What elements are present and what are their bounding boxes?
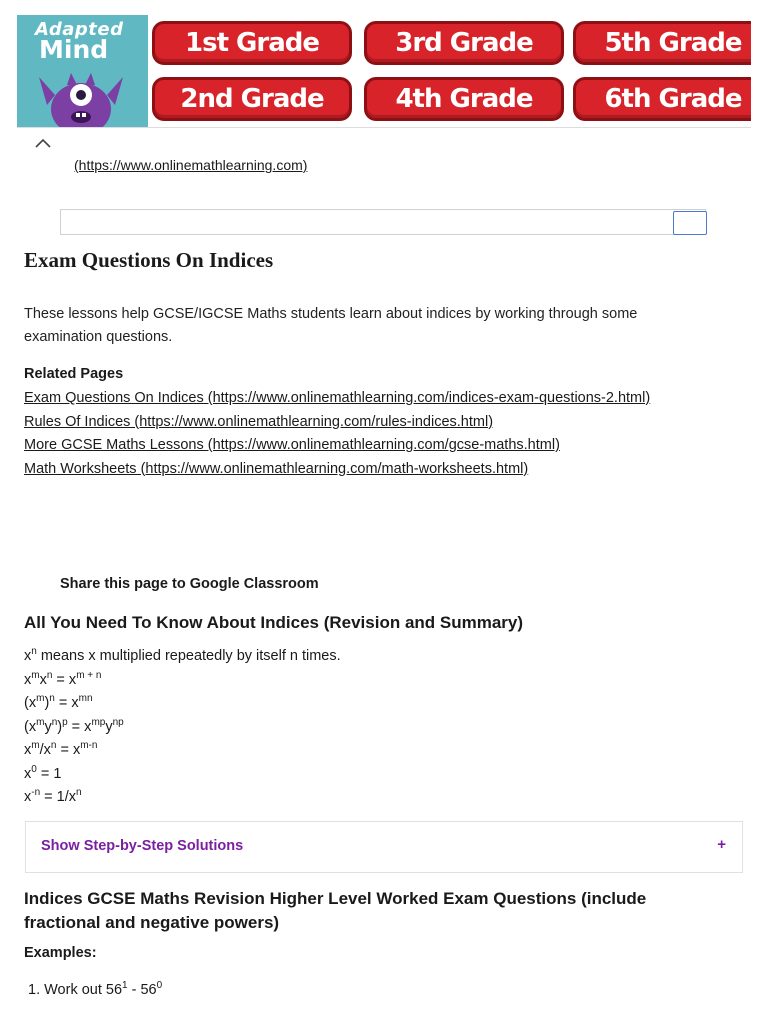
search-button[interactable]: [673, 211, 707, 235]
section-title-revision: All You Need To Know About Indices (Revision and Summary): [24, 613, 524, 632]
grade-6-button[interactable]: 6th Grade: [573, 77, 751, 121]
search-input[interactable]: [60, 209, 706, 235]
formula-item: $x^mx^n = x^{m + n}$: [24, 669, 102, 688]
grade-4-button[interactable]: 4th Grade: [364, 77, 564, 121]
page-title: Exam Questions On Indices: [24, 248, 274, 272]
adapted-mind-logo[interactable]: [17, 15, 148, 127]
list-item: [24, 458, 650, 482]
list-item: [24, 434, 650, 458]
expand-plus-icon[interactable]: +: [717, 836, 726, 853]
formula-text: means x multiplied repeatedly by itself n times.: [36, 648, 341, 664]
chevron-up-icon[interactable]: [34, 137, 52, 149]
list-item: [24, 411, 650, 435]
related-pages-heading: Related Pages: [24, 366, 124, 382]
logo-text-line1: Adapted: [35, 19, 124, 40]
related-pages-list: [24, 387, 650, 481]
formula-item: $(x^m)^n = x^{mn}$: [24, 693, 93, 711]
intro-paragraph: These lessons help GCSE/IGCSE Maths students learn about indices by working through some examination questions.: [24, 306, 638, 345]
show-solutions-toggle[interactable]: [25, 821, 743, 873]
question-1-prefix: 1. Work out 56: [28, 982, 123, 998]
list-item: [24, 387, 650, 411]
question-1: 1. Work out $56^1 - 56^0$: [28, 980, 163, 998]
grade-5-button[interactable]: 5th Grade: [573, 21, 751, 65]
show-solutions-label: Show Step-by-Step Solutions: [41, 838, 244, 854]
related-link-gcse-maths[interactable]: More GCSE Maths Lessons (https://www.onlinemathlearning.com/gcse-maths.html): [24, 437, 560, 453]
logo-text-line2: Mind: [39, 35, 109, 64]
related-link-rules-indices[interactable]: Rules Of Indices (https://www.onlinemathlearning.com/rules-indices.html): [24, 413, 494, 430]
formula-item: $x^n$ means x multiplied repeatedly by itself n times.: [24, 646, 341, 664]
examples-heading: Examples:: [24, 945, 97, 961]
index-laws-list: [24, 645, 341, 810]
monster-mascot-icon: [37, 65, 125, 127]
grade-1-button[interactable]: 1st Grade: [152, 21, 352, 65]
formula-item: $x^0 = 1$: [24, 763, 62, 782]
formula-item: $x^{-n} = 1/x^n$: [24, 787, 82, 805]
grade-2-button[interactable]: 2nd Grade: [152, 77, 352, 121]
formula-item: $x^m/x^n = x^{m-n}$: [24, 740, 98, 758]
formula-item: $(x^my^n)^p = x^{mp}y^{np}$: [24, 716, 124, 735]
related-link-math-worksheets[interactable]: Math Worksheets (https://www.onlinemathlearning.com/math-worksheets.html): [24, 460, 529, 477]
section-title-worked-questions: Indices GCSE Maths Revision Higher Level Worked Exam Questions (include fractional and negative powers): [24, 889, 647, 932]
site-home-link[interactable]: (https://www.onlinemathlearning.com): [74, 157, 308, 173]
related-link-indices-exam[interactable]: Exam Questions On Indices (https://www.onlinemathlearning.com/indices-exam-questions-2.html): [24, 390, 651, 406]
grade-3-button[interactable]: 3rd Grade: [364, 21, 564, 65]
share-google-classroom-button[interactable]: Share this page to Google Classroom: [60, 576, 319, 592]
ad-banner[interactable]: [17, 15, 751, 128]
